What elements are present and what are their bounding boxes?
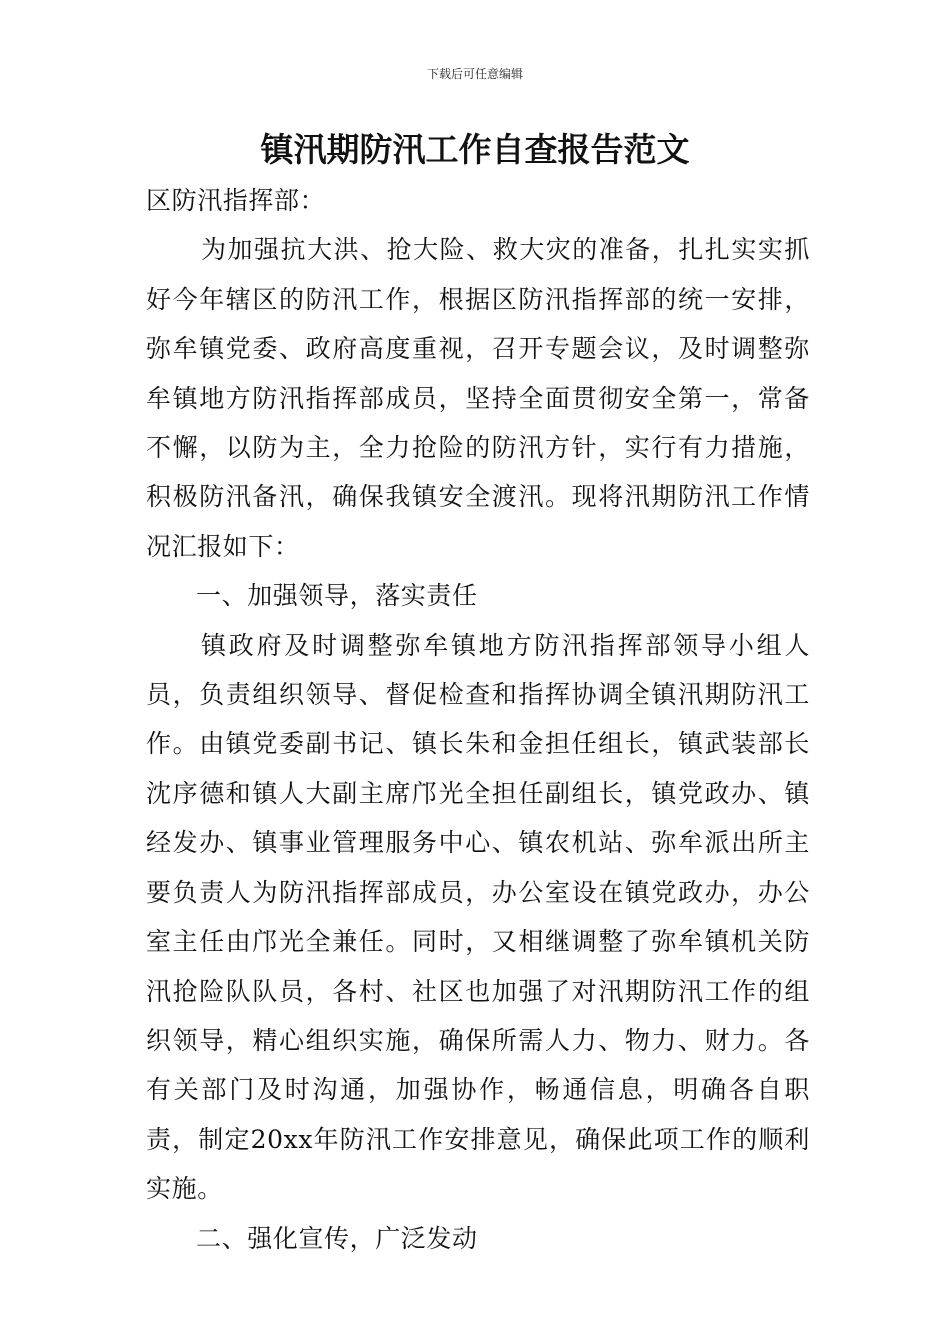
document-body: [146, 176, 810, 1263]
salutation: 区防汛指挥部：: [146, 186, 326, 215]
intro-paragraph: 为加强抗大洪、抢大险、救大灾的准备，扎扎实实抓好今年辖区的防汛工作，根据区防汛指挥部的统一安排，弥牟镇党委、政府高度重视，召开专题会议，及时调整弥牟镇地方防汛指挥部成员，坚持全面贯彻安全第一，常备不懈，以防为主，全力抢险的防汛方针，实行有力措施，积极防汛备汛，确保我镇安全渡汛。现将汛期防汛工作情况汇报如下：: [146, 235, 810, 561]
section-heading-1: 一、加强领导，落实责任: [196, 581, 478, 611]
document-title: 镇汛期防汛工作自查报告范文: [260, 130, 690, 169]
header-note: 下载后可任意编辑: [426, 67, 523, 81]
section-1-paragraph: 镇政府及时调整弥牟镇地方防汛指挥部领导小组人员，负责组织领导、督促检查和指挥协调全镇汛期防汛工作。由镇党委副书记、镇长朱和金担任组长，镇武装部长沈序德和镇人大副主席邝光全担任副组长，镇党政办、镇经发办、镇事业管理服务中心、镇农机站、弥牟派出所主要负责人为防汛指挥部成员，办公室设在镇党政办，办公室主任由邝光全兼任。同时，又相继调整了弥牟镇机关防汛抢险队队员，各村、社区也加强了对汛期防汛工作的组织领导，精心组织实施，确保所需人力、物力、财力。各有关部门及时沟通，加强协作，畅通信息，明确各自职责，制定20xx年防汛工作安排意见，确保此项工作的顺利实施。: [146, 630, 810, 1204]
section-heading-2: 二、强化宣传，广泛发动: [196, 1223, 478, 1253]
